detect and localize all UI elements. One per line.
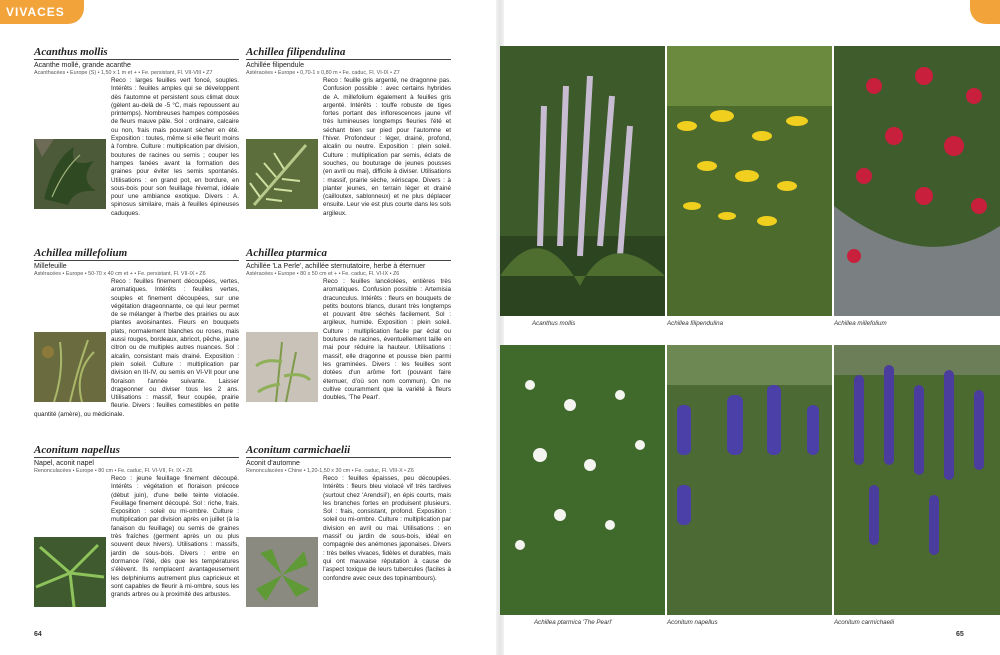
entry-aconitum-napellus bbox=[34, 444, 239, 609]
page-number-left: 64 bbox=[34, 631, 42, 638]
section-label: VIVACES bbox=[6, 5, 65, 19]
entry-latin-name: Acanthus mollis bbox=[34, 46, 239, 60]
napellus-photo bbox=[667, 345, 832, 615]
page-number-right: 65 bbox=[956, 631, 964, 638]
napellus-thumbnail bbox=[34, 537, 106, 607]
entry-achillea-millefolium bbox=[34, 247, 239, 419]
yellow-achillea-photo bbox=[667, 46, 832, 316]
entry-description: Reco : jeune feuillage finement découpé. Intérêts : végétation et floraison précoce (début juin), d'une belle teinte violacée. Feuillage finement découpé. Sol : riche, frais. Exposition : soleil ou mi-ombre. Culture : multiplication par division après en juillet (à la fanaison du feuillage) ou semis de graines très fraîches (germent après un ou plus souvent deux hivers). Utilisations : massifs, jardin de sous-bois. Divers : entre en dormance l'été, dès que les températures s'élèvent. Ils remplacent avantageusement les delphiniums autrement plus capricieux et sont capables de fleurir à mi-ombre, sous les grands arbres ou à proximité des arbustes. bbox=[111, 475, 239, 599]
entry-common-name: Acanthe mollé, grande acanthe bbox=[34, 62, 131, 69]
entry-latin-name: Aconitum carmichaelii bbox=[246, 444, 451, 458]
entry-achillea-filipendulina bbox=[246, 46, 451, 218]
entry-meta: Astéracées • Europe • 50-70 x 40 cm et + • Fe. persistant, Fl. VII-IX • Z6 bbox=[34, 271, 206, 277]
ptarmica-thumbnail bbox=[246, 332, 318, 402]
photo-caption: Achillea ptarmica 'The Pearl' bbox=[534, 619, 613, 626]
carmichaelii-photo bbox=[834, 345, 1000, 615]
entry-description: Reco : feuilles épaisses, peu découpées. Intérêts : fleurs bleu violacé vif très tardives (surtout chez 'Arendsii'), en épis courts, mais les branches fortes en produisent plusieurs. Sol : frais, consistant, profond. Exposition : soleil ou mi-ombre. Culture : multiplication par division en avril ou mai. Utilisations : en massif ou jardin de sous-bois, idéal en compagnie des anémones japonaises. Divers : très belles vivaces, fidèles et durables, mais qui ont mauvaise réputation à cause de l'aspect toxique de leurs tubercules (faciles à confondre avec ceux des topinambours). bbox=[323, 475, 451, 582]
entry-meta: Astéracées • Europe • 0,70-1 x 0,80 m • Fe. caduc, Fl. VI-IX • Z7 bbox=[246, 70, 400, 76]
carmichaelii-thumbnail bbox=[246, 537, 318, 607]
photo-caption: Aconitum carmichaelii bbox=[834, 619, 895, 626]
entry-meta: Renonculacées • Chine • 1,20-1,50 x 30 cm • Fe. caduc, Fl. VIII-X • Z6 bbox=[246, 468, 414, 474]
acanthus-leaf-thumbnail bbox=[34, 139, 106, 209]
photo-caption: Achillea filipendulina bbox=[667, 320, 724, 327]
entry-common-name: Millefeuille bbox=[34, 263, 67, 270]
entry-latin-name: Achillea filipendulina bbox=[246, 46, 451, 60]
entry-aconitum-carmichaelii bbox=[246, 444, 451, 609]
entry-latin-name: Aconitum napellus bbox=[34, 444, 239, 458]
right-corner-tab bbox=[970, 0, 1000, 24]
entry-meta: Astéracées • Europe • 80 x 50 cm et + • Fe. caduc, Fl. VI-IX • Z6 bbox=[246, 271, 400, 277]
white-ptarmica-photo bbox=[500, 345, 665, 615]
photo-caption: Acanthus mollis bbox=[532, 320, 576, 327]
millefolium-thumbnail bbox=[34, 332, 106, 402]
entry-description: Reco : feuilles finement découpées, vertes, aromatiques. Intérêts : feuilles vertes, souples et finement découpées, sur une végétation drageonnante, ce qui leur permet de se mélanger à l'herbe des prairies ou aux plantes avoisinantes. Fleurs en bouquets plats, normalement blanches ou roses, mais aussi rouges, bordeaux, abricot, pêche, jaune citron ou de multiples autres nuances. Sol : alcalin, consistant mais drainé. Exposition : plein soleil. Culture : multiplication par division en III-IV, ou semis en VI-VII pour une floraison l'année suivante. Laisser drageonner ou diviser tous les 2 ans. Utilisations : massif, fleur coupée, prairie fleurie. Divers : feuilles comestibles en petite quantité (amère), ou médicinale. bbox=[34, 278, 239, 418]
entry-description: Reco : feuille gris argenté, ne dragonne pas. Confusion possible : avec certains hybrides de A. millefolium également à feuilles gris argenté. Intérêts : touffe robuste de tiges fortes portant des inflorescences jaune vif très lumineuses longtemps fleuries l'été et séchant bien sur pied pour l'automne et l'hiver. Profondeur : léger, drainé, profond, alcalin ou neutre. Exposition : plein soleil. Culture : multiplication par semis, éclats de souches, ou bouturage de jeunes pousses (en avril ou mai), difficile à diviser. Utilisations : massif, prairie sèche, xériscape. Divers : à planter jeunes, en terrain léger et drainé (cailloutex, sablonneux) et ne plus déplacer ensuite. Leur vie est plus courte dans les sols argileux. bbox=[323, 77, 451, 217]
entry-common-name: Aconit d'automne bbox=[246, 460, 300, 467]
photo-caption: Aconitum napellus bbox=[667, 619, 718, 626]
photo-caption: Achillea millefolium bbox=[834, 320, 887, 327]
section-tab bbox=[0, 0, 84, 24]
entry-acanthus-mollis bbox=[34, 46, 239, 218]
achillea-foliage-thumbnail bbox=[246, 139, 318, 209]
entry-latin-name: Achillea millefolium bbox=[34, 247, 239, 261]
entry-meta: Acanthacées • Europe (S) • 1,50 x 1 m et + • Fe. persistant, Fl. VII-VIII • Z7 bbox=[34, 70, 213, 76]
entry-meta: Renonculacées • Europe • 80 cm • Fe. caduc, Fl. VI-VII, Fr. IX • Z6 bbox=[34, 468, 193, 474]
entry-description: Reco : larges feuilles vert foncé, souples. Intérêts : feuilles amples qui se développent dès l'automne et persistent sous climat doux (gèlent au-delà de -5 °C, mais repoussent au printemps). Nombreuses hampes composées de fleurs mauve pâle. Sol : ordinaire, calcaire ou non, frais mais pouvant sécher en été. Exposition : toutes, même si elle fleurit moins à l'ombre. Culture : multiplication par division, boutures de racines ou semis ; couper les hampes fanées avant la formation des graines pour éviter les semis spontanés. Utilisations : en grand pot, en bordure, en sous-bois pour son feuillage hivernal, idéale pour une ambiance exotique. Divers : A. spinosus similaire, mais à feuilles épineuses caduques. bbox=[111, 77, 239, 217]
entry-description: Reco : feuilles lancéolées, entières très aromatiques. Confusion possible : Artemisia dracunculus. Intérêts : fleurs en bouquets de petits boutons blancs, durant très longtemps et pouvant être séchés facilement. Sol : argileux, humide. Exposition : plein soleil. Culture : multiplication facile par éclat ou boutures de racines, éventuellement taille en mai pour réduire la hauteur. Utilisations : massif, elle dragonne et pousse bien parmi les graminées. Divers : les feuilles sont dotées d'un arôme fort (pouvant faire éternuer, d'où son nom commun). On ne cultive couramment que la variété à fleurs doubles, 'The Pearl'. bbox=[323, 278, 451, 402]
entry-latin-name: Achillea ptarmica bbox=[246, 247, 451, 261]
entry-common-name: Achillée filipendule bbox=[246, 62, 304, 69]
entry-common-name: Napel, aconit napel bbox=[34, 460, 94, 467]
entry-common-name: Achillée 'La Perle', achillée sternutatoire, herbe à éternuer bbox=[246, 263, 426, 270]
acanthus-photo bbox=[500, 46, 665, 316]
red-achillea-photo bbox=[834, 46, 1000, 316]
entry-achillea-ptarmica bbox=[246, 247, 451, 404]
